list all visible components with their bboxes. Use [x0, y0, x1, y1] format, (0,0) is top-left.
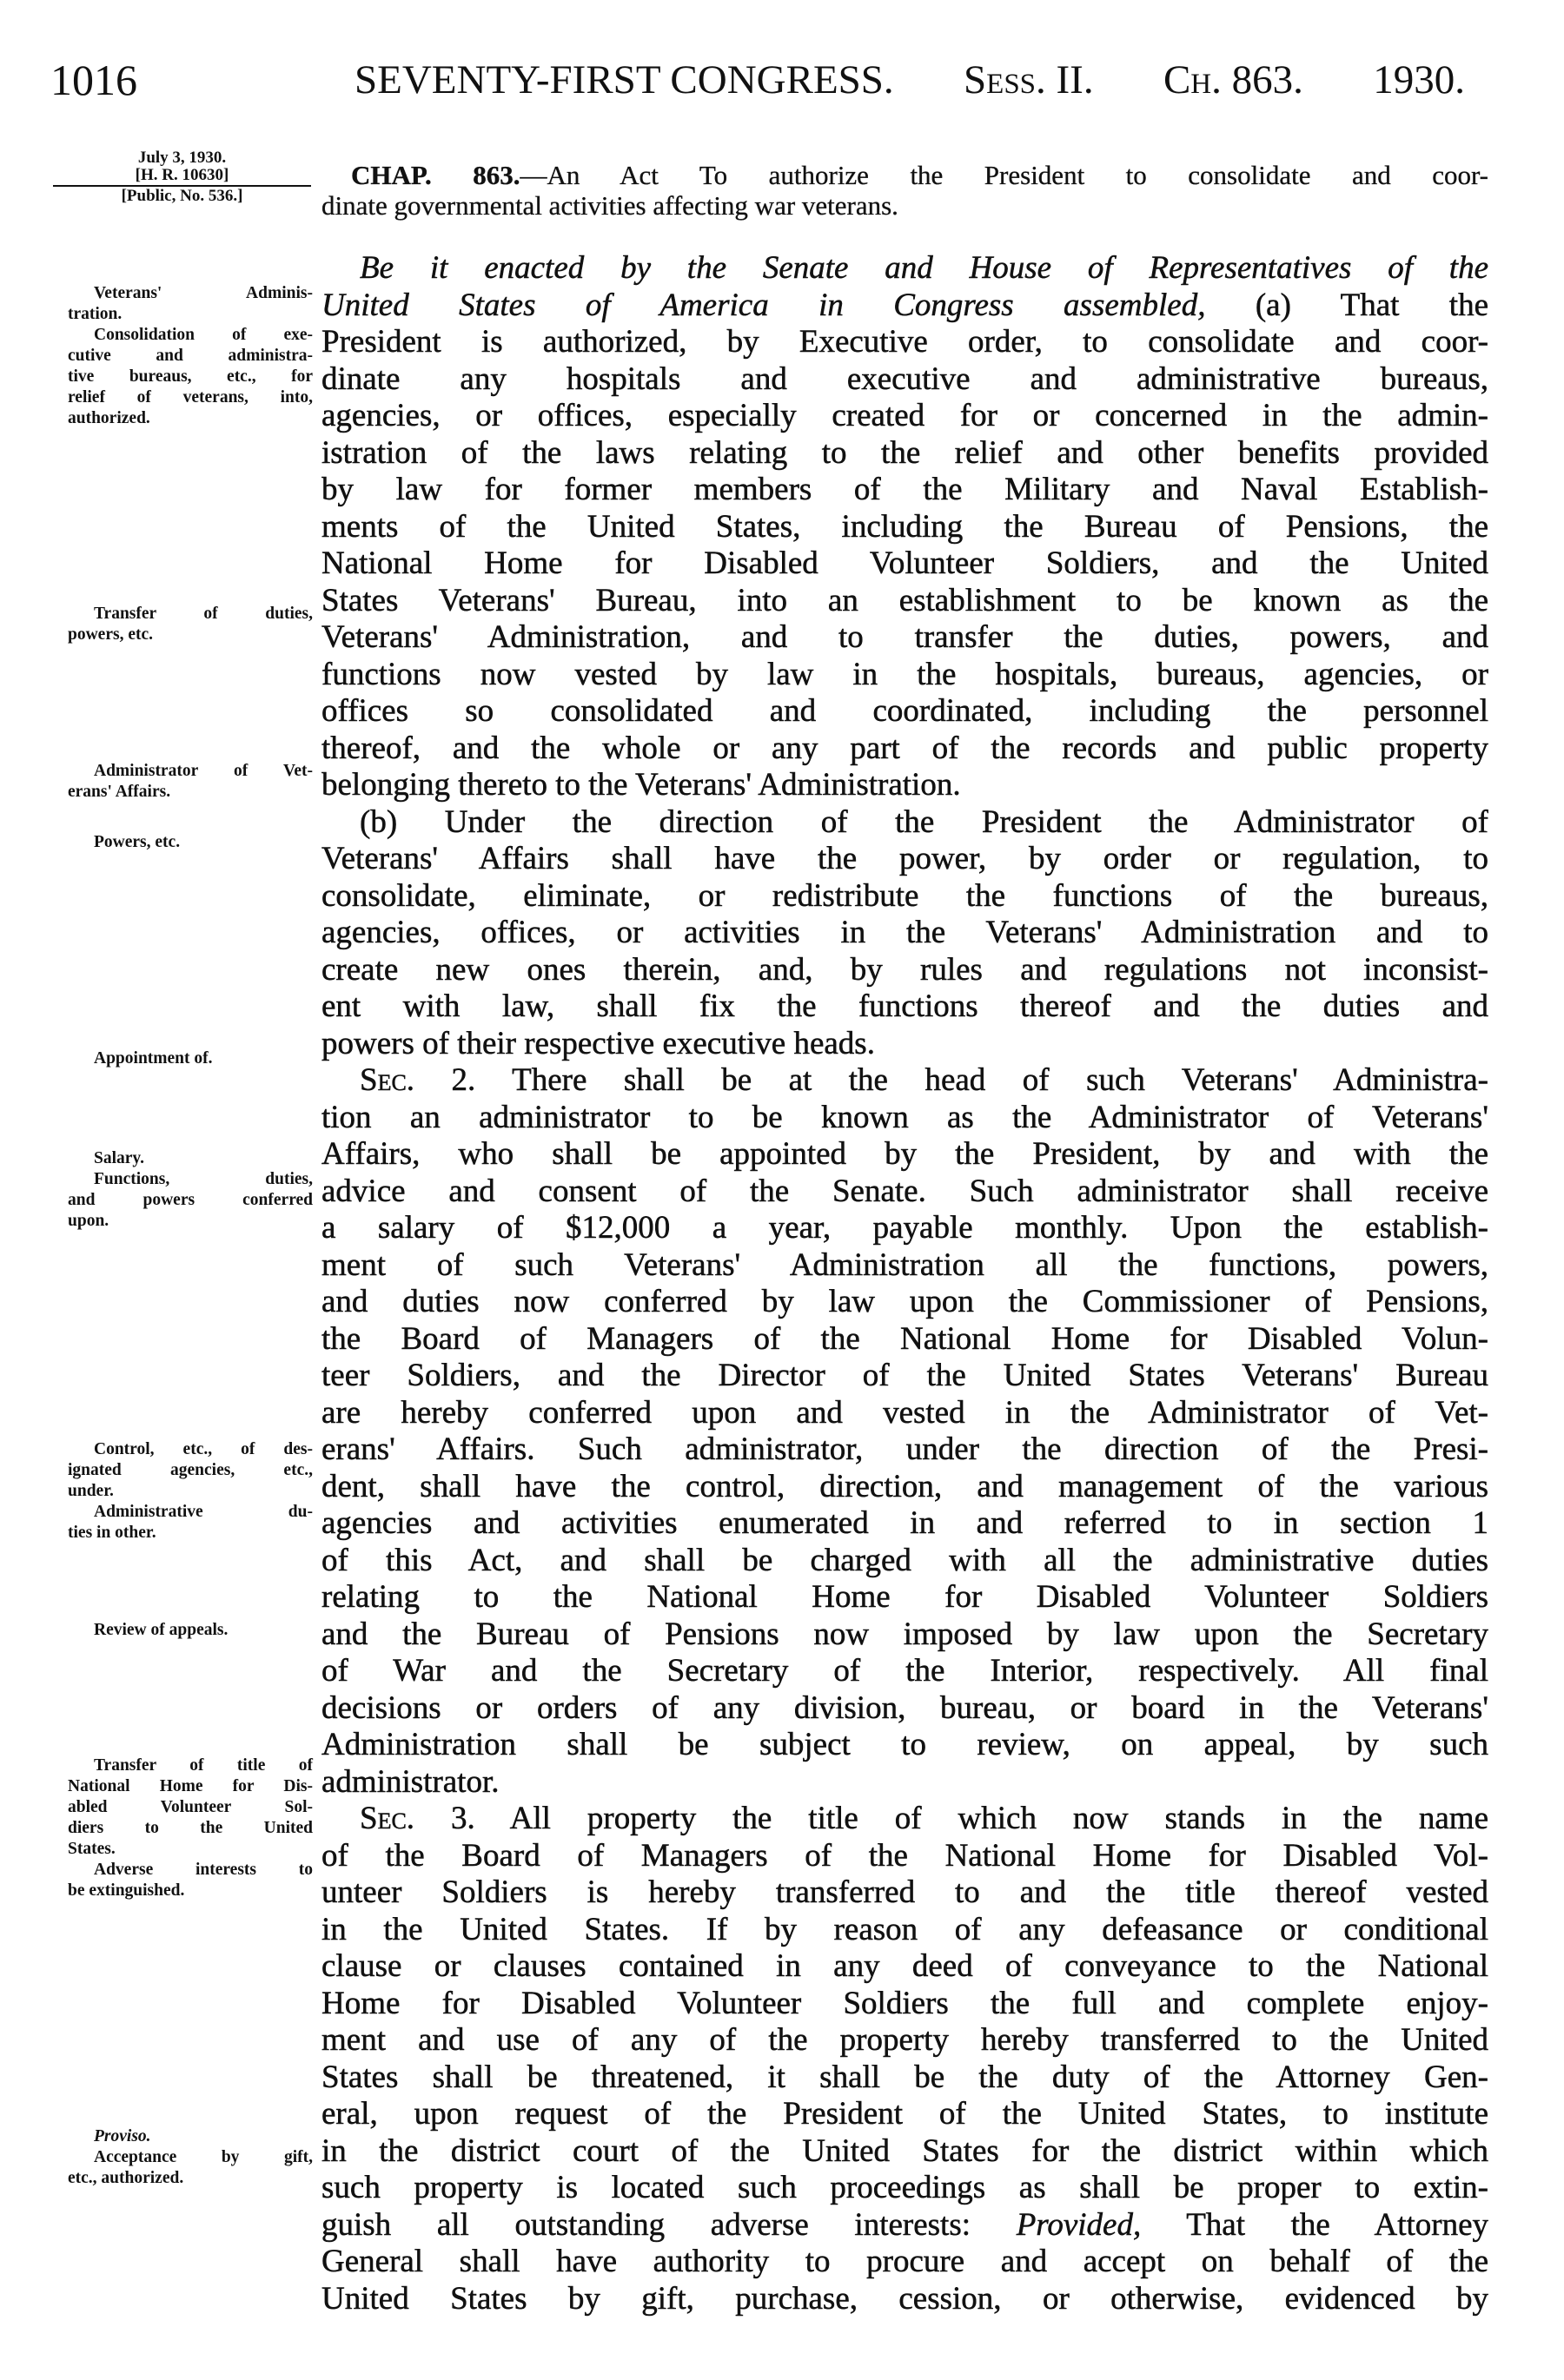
margin-note-line: ties in other. — [68, 1524, 156, 1542]
header-year: 1930. — [1373, 57, 1465, 102]
body-line: Affairs, who shall be appointed by the President, by and with the — [321, 1136, 1488, 1172]
body-line: Home for Disabled Volunteer Soldiers the full and complete enjoy- — [321, 1985, 1488, 2021]
margin-note-block — [68, 1439, 313, 1544]
body-line: National Home for Disabled Volunteer Soldiers, and the United — [321, 545, 1488, 581]
body-line: istration of the laws relating to the relief and other benefits provided — [321, 434, 1488, 471]
margin-note-line: Review of appeals. — [94, 1621, 229, 1639]
chapter-label: CHAP. 863. — [351, 160, 520, 190]
margin-note-line: Acceptance by gift, — [94, 2148, 313, 2166]
margin-note-line: ignated agencies, etc., — [68, 1461, 313, 1479]
act-title-line-2: dinate governmental activities affecting war veterans. — [321, 190, 898, 221]
margin-note-line: erans' Affairs. — [68, 783, 171, 801]
body-line: and duties now conferred by law upon the Commissioner of Pensions, — [321, 1284, 1488, 1319]
margin-note-line: Administrator of Vet- — [94, 762, 313, 780]
body-line: create new ones therein, and, by rules and regulations not inconsist- — [321, 951, 1488, 988]
body-line: are hereby conferred upon and vested in the Administrator of Vet- — [321, 1394, 1488, 1431]
margin-note-line: National Home for Dis- — [68, 1777, 313, 1795]
margin-note-line: Transfer of title of — [94, 1756, 313, 1775]
margin-note-line: Appointment of. — [94, 1049, 213, 1068]
body-line: United States by gift, purchase, cession, or otherwise, evidenced by — [321, 2280, 1488, 2317]
body-line: thereof, and the whole or any part of the records and public property — [321, 730, 1488, 766]
margin-note-block — [68, 283, 313, 429]
margin-note-block — [68, 2126, 313, 2189]
body-line: of War and the Secretary of the Interior, respectively. All final — [321, 1653, 1488, 1689]
margin-note-line: upon. — [68, 1212, 109, 1230]
body-text: 3. All property the title of which now stands in the name — [414, 1801, 1488, 1836]
margin-note-line: Powers, etc. — [94, 833, 181, 851]
margin-note-line: Administrative du- — [94, 1503, 313, 1521]
body-line: of this Act, and shall be charged with all the administrative duties — [321, 1542, 1488, 1578]
body-line: ment of such Veterans' Administration all the functions, powers, — [321, 1246, 1488, 1283]
body-line: President is authorized, by Executive order, to consolidate and coor- — [321, 324, 1488, 360]
body-line: unteer Soldiers is hereby transferred to and the title thereof vested — [321, 1874, 1488, 1910]
act-sidenote — [53, 149, 311, 205]
body-line: a salary of $12,000 a year, payable monthly. Upon the establish- — [321, 1210, 1488, 1246]
margin-note-line: authorized. — [68, 409, 150, 427]
margin-note-line: cutive and administra- — [68, 347, 313, 365]
body-line: (b) Under the direction of the President the Administrator of — [360, 803, 1488, 840]
margin-note-line: relief of veterans, into, — [68, 388, 313, 407]
body-line: teer Soldiers, and the Director of the United States Veterans' Bureau — [321, 1358, 1488, 1393]
body-line: decisions or orders of any division, bureau, or board in the Veterans' — [321, 1689, 1488, 1726]
body-line: agencies, offices, or activities in the Veterans' Administration and to — [321, 915, 1488, 950]
body-line: the Board of Managers of the National Home for Disabled Volun- — [321, 1320, 1488, 1357]
margin-note-block — [68, 761, 313, 803]
body-text: (a) That the — [1205, 287, 1488, 323]
body-line — [321, 1801, 1488, 1838]
body-line: Veterans' Affairs shall have the power, by order or regulation, to — [321, 841, 1488, 876]
act-title-line-1 — [321, 160, 1488, 190]
margin-note-line: Adverse interests to — [94, 1861, 313, 1879]
italic-text: Be it enacted by the Senate and House of Representatives of the — [360, 250, 1488, 286]
body-line — [321, 2207, 1488, 2244]
body-line: belonging thereto to the Veterans' Administration. — [321, 767, 961, 803]
body-line: in the district court of the United States for the district within which — [321, 2132, 1488, 2169]
body-line: clause or clauses contained in any deed of conveyance to the National — [321, 1948, 1488, 1984]
body-line: powers of their respective executive heads. — [321, 1025, 875, 1061]
body-line: tion an administrator to be known as the Administrator of Veterans' — [321, 1099, 1488, 1135]
body-line — [321, 288, 1488, 325]
margin-note-block — [68, 1620, 313, 1641]
header-chapter: Ch. 863. — [1163, 57, 1303, 102]
body-line: States shall be threatened, it shall be the duty of the Attorney Gen- — [321, 2059, 1488, 2095]
body-line: offices so consolidated and coordinated, including the personnel — [321, 693, 1488, 729]
body-line: Administration shall be subject to review, on appeal, by such — [321, 1727, 1488, 1762]
margin-note-line: Transfer of duties, — [94, 605, 313, 623]
body-text: 2. There shall be at the head of such Veterans' Administra- — [414, 1062, 1488, 1098]
margin-note-line: tive bureaus, etc., for — [68, 367, 313, 386]
margin-note-line: Proviso. — [94, 2127, 151, 2145]
body-text: guish all outstanding adverse interests: — [321, 2206, 1017, 2243]
margin-note-line: diers to the United — [68, 1819, 313, 1837]
margin-note-line: powers, etc. — [68, 625, 154, 644]
body-line: functions now vested by law in the hospitals, bureaus, agencies, or — [321, 656, 1488, 692]
body-line: consolidate, eliminate, or redistribute the functions of the bureaus, — [321, 877, 1488, 914]
margin-note-line: Functions, duties, — [94, 1170, 313, 1188]
page-number: 1016 — [50, 56, 137, 104]
margin-note-block — [68, 604, 313, 645]
body-line: and the Bureau of Pensions now imposed by law upon the Secretary — [321, 1616, 1488, 1652]
body-line: agencies and activities enumerated in and referred to in section 1 — [321, 1505, 1488, 1541]
body-line: agencies, or offices, especially created for or concerned in the admin- — [321, 398, 1488, 433]
body-line: Veterans' Administration, and to transfer the duties, powers, and — [321, 619, 1488, 655]
body-line — [321, 250, 1488, 288]
body-line: ments of the United States, including the Bureau of Pensions, the — [321, 508, 1488, 545]
margin-note-line: under. — [68, 1482, 114, 1500]
italic-text: United States of America in Congress assembled, — [321, 287, 1206, 323]
body-line: in the United States. If by reason of any defeasance or conditional — [321, 1911, 1488, 1947]
margin-note-line: States. — [68, 1840, 116, 1858]
public-law-number: [Public, No. 536.] — [121, 187, 243, 205]
body-text: That the Attorney — [1141, 2206, 1488, 2243]
margin-note-line: Salary. — [94, 1149, 144, 1167]
body-line: administrator. — [321, 1763, 500, 1800]
margin-note-block — [68, 832, 313, 853]
margin-note-line: abled Volunteer Sol- — [68, 1798, 313, 1816]
margin-note-line: Consolidation of exe- — [94, 326, 313, 344]
margin-note-line: and powers conferred — [68, 1191, 313, 1209]
body-line: ent with law, shall fix the functions thereof and the duties and — [321, 988, 1488, 1024]
margin-note-line: Veterans' Adminis- — [94, 284, 313, 302]
header-session: Sess. II. — [964, 57, 1094, 102]
act-body-text — [321, 250, 1488, 2317]
act-title-text: —An Act To authorize the President to consolidate and coor- — [520, 160, 1488, 190]
body-line: by law for former members of the Military and Naval Establish- — [321, 472, 1488, 507]
header-congress: SEVENTY-FIRST CONGRESS. — [355, 57, 894, 102]
margin-note-block — [68, 1148, 313, 1232]
body-line: erans' Affairs. Such administrator, under the direction of the Presi- — [321, 1431, 1488, 1467]
margin-note-block — [68, 1048, 313, 1069]
body-line: General shall have authority to procure and accept on behalf of the — [321, 2244, 1488, 2279]
margin-note-line: be extinguished. — [68, 1881, 185, 1900]
italic-text: Provided, — [1016, 2206, 1142, 2243]
body-line: such property is located such proceedings as shall be proper to extin- — [321, 2170, 1488, 2205]
body-line: dinate any hospitals and executive and administrative bureaus, — [321, 360, 1488, 397]
margin-note-line: tration. — [68, 305, 123, 323]
body-line: eral, upon request of the President of the United States, to institute — [321, 2096, 1488, 2132]
body-line: dent, shall have the control, direction, and management of the various — [321, 1468, 1488, 1504]
body-line: States Veterans' Bureau, into an establishment to be known as the — [321, 582, 1488, 618]
section-label: Sec. — [360, 1062, 415, 1098]
body-line — [321, 1062, 1488, 1100]
act-date: July 3, 1930. — [137, 149, 227, 167]
running-header — [355, 54, 1465, 106]
body-line: advice and consent of the Senate. Such administrator shall receive — [321, 1173, 1488, 1209]
body-line: ment and use of any of the property hereby transferred to the United — [321, 2022, 1488, 2058]
act-title — [321, 160, 1488, 221]
section-label: Sec. — [360, 1801, 415, 1836]
margin-note-line: etc., authorized. — [68, 2169, 184, 2187]
margin-note-block — [68, 1755, 313, 1901]
margin-note-line: Control, etc., of des- — [94, 1440, 313, 1458]
body-line: of the Board of Managers of the National Home for Disabled Vol- — [321, 1837, 1488, 1874]
body-line: relating to the National Home for Disabled Volunteer Soldiers — [321, 1579, 1488, 1615]
bill-number: [H. R. 10630] — [135, 166, 229, 184]
